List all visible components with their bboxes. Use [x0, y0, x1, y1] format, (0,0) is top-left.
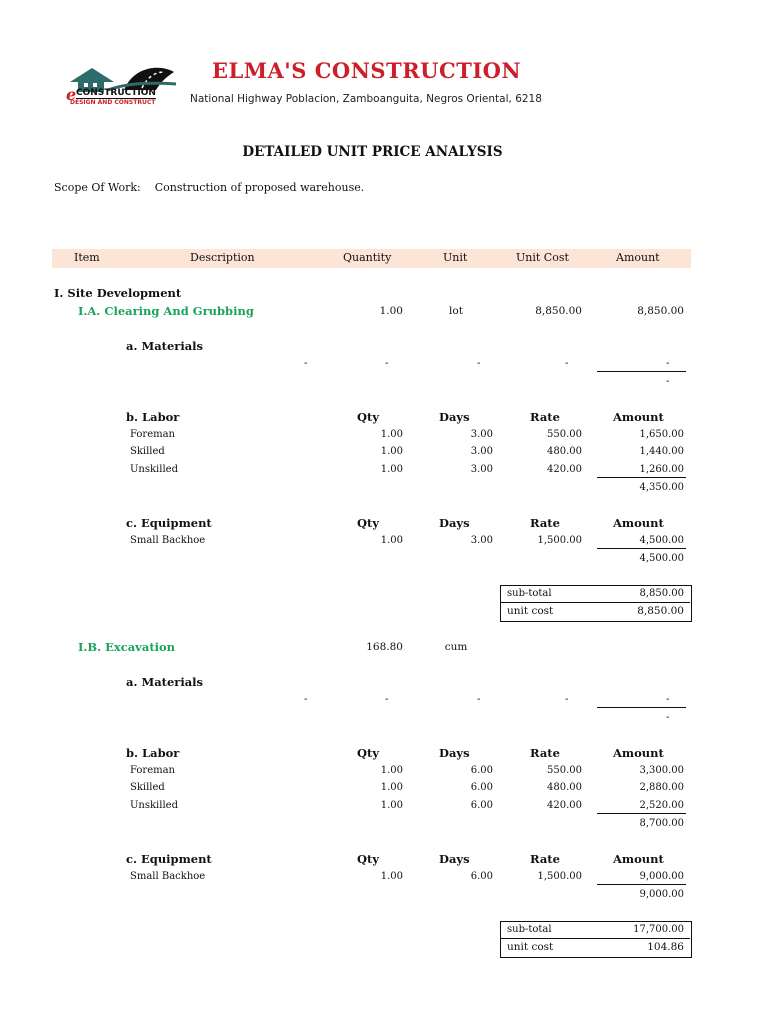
labor-amount-header: Amount [613, 410, 664, 424]
materials-underline [597, 371, 686, 372]
labor-row-rate: 420.00 [547, 464, 582, 475]
equipment-row-days: 6.00 [470, 871, 493, 882]
summary-divider [501, 938, 690, 939]
labor-row-amount: 1,440.00 [639, 446, 684, 457]
equipment-days-header: Days [439, 516, 470, 530]
materials-dash: - [385, 693, 389, 705]
equipment-row-days: 3.00 [470, 535, 493, 546]
materials-label: a. Materials [126, 675, 203, 689]
subtotal-value: 8,850.00 [639, 588, 684, 599]
equipment-row-rate: 1,500.00 [537, 535, 582, 546]
col-description: Description [190, 251, 255, 264]
equipment-rate-header: Rate [530, 516, 560, 530]
item-quantity: 168.80 [366, 641, 403, 653]
labor-label: b. Labor [126, 746, 180, 760]
labor-row-days: 6.00 [470, 800, 493, 811]
item-quantity: 1.00 [379, 305, 403, 317]
labor-row-amount: 2,880.00 [639, 782, 684, 793]
labor-row-days: 3.00 [470, 429, 493, 440]
unit-cost-label: unit cost [507, 605, 554, 617]
equipment-qty-header: Qty [357, 852, 380, 866]
svg-text:e: e [66, 85, 77, 104]
item-title: I.A. Clearing And Grubbing [78, 304, 254, 318]
subtotal-label: sub-total [507, 924, 552, 935]
subtotal-label: sub-total [507, 588, 552, 599]
equipment-underline [597, 884, 686, 885]
labor-row-qty: 1.00 [380, 446, 403, 457]
scope-label: Scope Of Work: [54, 181, 141, 194]
materials-dash: - [477, 357, 481, 369]
item-unit-cost: 8,850.00 [535, 305, 582, 317]
materials-underline [597, 707, 686, 708]
labor-total: 8,700.00 [639, 818, 684, 829]
equipment-total: 4,500.00 [639, 553, 684, 564]
logo-tagline: DESIGN AND CONSTRUCT [70, 99, 156, 106]
equipment-row-name: Small Backhoe [130, 871, 206, 882]
labor-rate-header: Rate [530, 410, 560, 424]
equipment-qty-header: Qty [357, 516, 380, 530]
col-quantity: Quantity [343, 251, 392, 264]
labor-row-qty: 1.00 [380, 464, 403, 475]
labor-days-header: Days [439, 410, 470, 424]
equipment-row-qty: 1.00 [380, 535, 403, 546]
labor-row-amount: 1,650.00 [639, 429, 684, 440]
equipment-row-amount: 4,500.00 [639, 535, 684, 546]
equipment-amount-header: Amount [613, 516, 664, 530]
col-unit-cost: Unit Cost [516, 251, 569, 264]
labor-row-rate: 480.00 [547, 446, 582, 457]
scope-value: Construction of proposed warehouse. [154, 181, 365, 194]
equipment-label: c. Equipment [126, 516, 212, 530]
labor-row-rate: 550.00 [547, 429, 582, 440]
unit-cost-value: 104.86 [647, 941, 684, 953]
labor-total: 4,350.00 [639, 482, 684, 493]
labor-underline [597, 477, 686, 478]
equipment-row-qty: 1.00 [380, 871, 403, 882]
company-logo [64, 62, 188, 108]
col-amount: Amount [616, 251, 660, 264]
labor-row-name: Unskilled [130, 800, 178, 811]
col-unit: Unit [443, 251, 468, 264]
labor-qty-header: Qty [357, 746, 380, 760]
labor-row-qty: 1.00 [380, 765, 403, 776]
labor-row-name: Foreman [130, 765, 175, 776]
materials-dash: - [565, 693, 569, 705]
labor-row-name: Skilled [130, 446, 165, 457]
subtotal-value: 17,700.00 [633, 924, 684, 935]
labor-row-name: Skilled [130, 782, 165, 793]
equipment-days-header: Days [439, 852, 470, 866]
labor-row-qty: 1.00 [380, 782, 403, 793]
labor-row-rate: 480.00 [547, 782, 582, 793]
labor-row-rate: 550.00 [547, 765, 582, 776]
labor-label: b. Labor [126, 410, 180, 424]
materials-dash: - [477, 693, 481, 705]
labor-row-amount: 3,300.00 [639, 765, 684, 776]
company-address: National Highway Poblacion, Zamboanguita, Negros Oriental, 6218 [190, 93, 542, 105]
equipment-underline [597, 548, 686, 549]
materials-label: a. Materials [126, 339, 203, 353]
unit-cost-label: unit cost [507, 941, 554, 953]
scope-of-work [54, 181, 364, 194]
summary-divider [501, 602, 690, 603]
labor-row-qty: 1.00 [380, 800, 403, 811]
equipment-rate-header: Rate [530, 852, 560, 866]
labor-row-name: Foreman [130, 429, 175, 440]
materials-dash: - [666, 693, 670, 705]
labor-rate-header: Rate [530, 746, 560, 760]
materials-dash: - [385, 357, 389, 369]
section-title: I. Site Development [54, 286, 182, 300]
item-amount: 8,850.00 [637, 305, 684, 317]
labor-row-days: 6.00 [470, 765, 493, 776]
materials-dash: - [666, 357, 670, 369]
labor-qty-header: Qty [357, 410, 380, 424]
labor-underline [597, 813, 686, 814]
col-item: Item [74, 251, 100, 264]
labor-amount-header: Amount [613, 746, 664, 760]
company-name: ELMA'S CONSTRUCTION [212, 58, 522, 83]
equipment-total: 9,000.00 [639, 889, 684, 900]
labor-row-days: 3.00 [470, 446, 493, 457]
labor-row-amount: 1,260.00 [639, 464, 684, 475]
labor-days-header: Days [439, 746, 470, 760]
item-unit: cum [444, 641, 468, 653]
document-title: DETAILED UNIT PRICE ANALYSIS [242, 144, 503, 160]
materials-dash: - [565, 357, 569, 369]
materials-total: - [666, 375, 670, 387]
item-title: I.B. Excavation [78, 640, 176, 654]
equipment-amount-header: Amount [613, 852, 664, 866]
labor-row-days: 3.00 [470, 464, 493, 475]
equipment-row-name: Small Backhoe [130, 535, 206, 546]
equipment-label: c. Equipment [126, 852, 212, 866]
equipment-row-amount: 9,000.00 [639, 871, 684, 882]
logo-wordmark: CONSTRUCTION [76, 88, 156, 98]
labor-row-name: Unskilled [130, 464, 178, 475]
equipment-row-rate: 1,500.00 [537, 871, 582, 882]
materials-dash: - [304, 357, 308, 369]
labor-row-rate: 420.00 [547, 800, 582, 811]
labor-row-qty: 1.00 [380, 429, 403, 440]
materials-dash: - [304, 693, 308, 705]
labor-row-amount: 2,520.00 [639, 800, 684, 811]
materials-total: - [666, 711, 670, 723]
labor-row-days: 6.00 [470, 782, 493, 793]
item-unit: lot [449, 305, 463, 317]
unit-cost-value: 8,850.00 [637, 605, 684, 617]
